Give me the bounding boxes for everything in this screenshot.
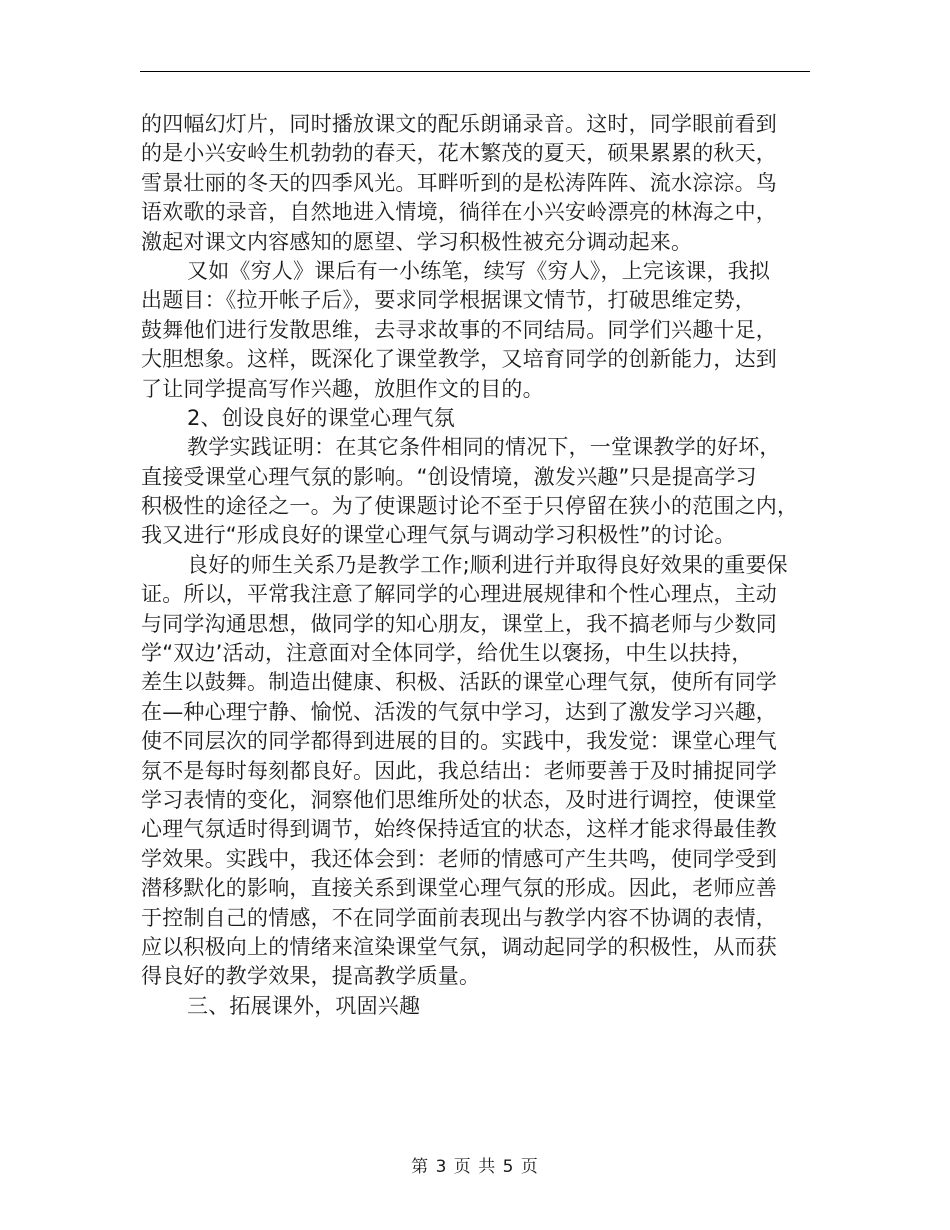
text-line: 得良好的教学效果，提高教学质量。 [141, 964, 481, 989]
section-heading: 三、拓展课外，巩固兴趣 [187, 993, 421, 1018]
text-line: 应以积极向上的情绪来渲染课堂气氛，调动起同学的积极性，从而获 [141, 934, 777, 959]
text-line: 证。所以，平常我注意了解同学的心理进展规律和个性心理点，主动 [141, 582, 777, 607]
page-number-footer: 第 3 页 共 5 页 [411, 1157, 539, 1177]
text-line: 的是小兴安岭生机勃勃的春天，花木繁茂的夏天，硕果累累的秋天， [141, 141, 777, 166]
document-body [141, 110, 811, 1021]
paragraph-first-line: 又如《穷人》课后有一小练笔，续写《穷人》，上完该课，我拟 [187, 258, 771, 283]
text-line: 于控制自己的情感，不在同学面前表现出与教学内容不协调的表情， [141, 905, 777, 930]
text-line: 差生以鼓舞。制造出健康、积极、活跃的课堂心理气氛，使所有同学 [141, 670, 777, 695]
text-line: 激起对课文内容感知的愿望、学习积极性被充分调动起来。 [141, 229, 693, 254]
text-line: 心理气氛适时得到调节，始终保持适宜的状态，这样才能求得最佳教 [141, 817, 777, 842]
text-line: 的四幅幻灯片，同时播放课文的配乐朗诵录音。这时，同学眼前看到 [141, 112, 777, 136]
text-line: 氛不是每时每刻都良好。因此，我总结出：老师要善于及时捕捉同学 [141, 758, 777, 783]
text-line: 了让同学提高写作兴趣，放胆作文的目的。 [141, 376, 544, 401]
text-line: 潜移默化的影响，直接关系到课堂心理气氛的形成。因此，老师应善 [141, 876, 777, 901]
text-line: 直接受课堂心理气氛的影响。“创设情境，激发兴趣”只是提高学习 [141, 464, 757, 489]
text-line: 学“双边’活动，注意面对全体同学，给优生以褒扬，中生以扶持， [141, 641, 753, 666]
paragraph-first-line: 良好的师生关系乃是教学工作;顺利进行并取得良好效果的重要保 [187, 552, 788, 577]
paragraph-first-line: 教学实践证明：在其它条件相同的情况下，一堂课教学的好坏， [187, 435, 781, 460]
header-rule [140, 71, 810, 72]
text-line: 出题目：《拉开帐子后》，要求同学根据课文情节，打破思维定势， [141, 288, 756, 313]
text-line: 大胆想象。这样，既深化了课堂教学，又培育同学的创新能力，达到 [141, 347, 777, 372]
text-line: 在—种心理宁静、愉悦、活泼的气氛中学习，达到了激发学习兴趣， [141, 699, 777, 724]
text-line: 学习表情的变化，洞察他们思维所处的状态，及时进行调控，使课堂 [141, 787, 777, 812]
text-line: 积极性的途径之一。为了使课题讨论不至于只停留在狭小的范围之内， [141, 494, 799, 519]
text-line: 我又进行“形成良好的课堂心理气氛与调动学习积极性”的讨论。 [141, 523, 736, 548]
section-heading: 2、创设良好的课堂心理气氛 [187, 405, 455, 430]
text-line: 与同学沟通思想，做同学的知心朋友，课堂上，我不搞老师与少数同 [141, 611, 777, 636]
text-line: 使不同层次的同学都得到进展的目的。实践中，我发觉：课堂心理气 [141, 729, 777, 754]
text-line: 学效果。实践中，我还体会到：老师的情感可产生共鸣，使同学受到 [141, 846, 777, 871]
text-line: 雪景壮丽的冬天的四季风光。耳畔听到的是松涛阵阵、流水淙淙。鸟 [141, 170, 777, 195]
text-line: 鼓舞他们进行发散思维，去寻求故事的不同结局。同学们兴趣十足， [141, 317, 777, 342]
text-line: 语欢歌的录音，自然地进入情境，徜徉在小兴安岭漂亮的林海之中， [141, 200, 777, 225]
